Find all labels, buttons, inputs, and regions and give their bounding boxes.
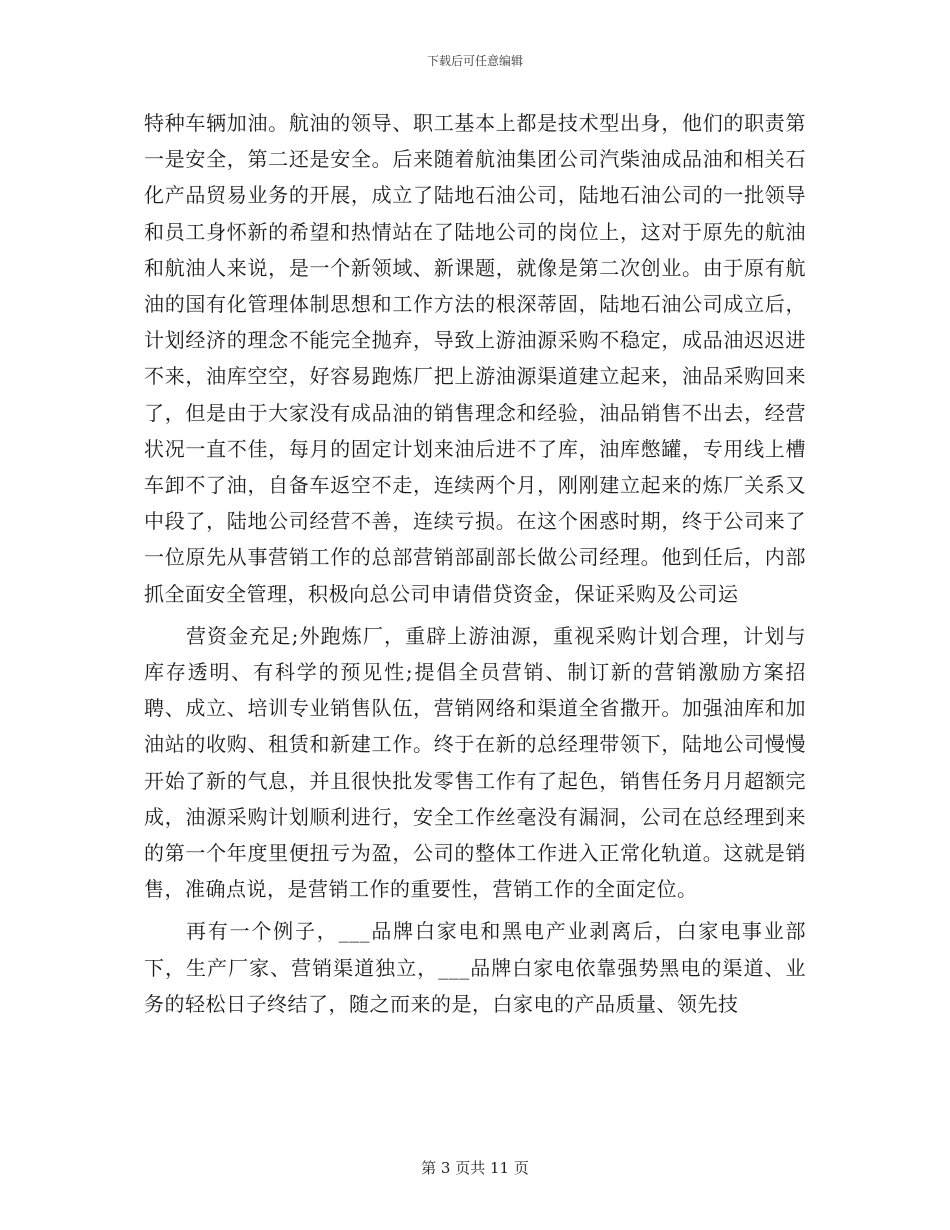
paragraph-1: 特种车辆加油。航油的领导、职工基本上都是技术型出身，他们的职责第一是安全，第二还是安全。后来随着航油集团公司汽柴油成品油和相关石化产品贸易业务的开展，成立了陆地石油公司，陆地石油公司的一批领导和员工身怀新的希望和热情站在了陆地公司的岗位上，这对于原先的航油和航油人来说，是一个新领域、新课题，就像是第二次创业。由于原有航油的国有化管理体制思想和工作方法的根深蒂固，陆地石油公司成立后，计划经济的理念不能完全抛弃，导致上游油源采购不稳定，成品油迟迟进不来，油库空空，好容易跑炼厂把上游油源渠道建立起来，油品采购回来了，但是由于大家没有成品油的销售理念和经验，油品销售不出去，经营状况一直不佳，每月的固定计划来油后进不了库，油库憋罐，专用线上槽车卸不了油，自备车返空不走，连续两个月，刚刚建立起来的炼厂关系又中段了，陆地公司经营不善，连续亏损。在这个困惑时期，终于公司来了一位原先从事营销工作的总部营销部副部长做公司经理。他到任后，内部抓全面安全管理，积极向总公司申请借贷资金，保证采购及公司运 <box>144 111 806 606</box>
paragraph-3: 再有一个例子，___品牌白家电和黑电产业剥离后，白家电事业部下，生产厂家、营销渠道独立，___品牌白家电依靠强势黑电的渠道、业务的轻松日子终结了，随之而来的是，白家电的产品质量、领先技 <box>144 919 806 1016</box>
page-footer: 第 3 页共 11 页 <box>421 1159 529 1177</box>
document-body <box>144 105 806 1022</box>
paragraph-2: 营资金充足;外跑炼厂，重辟上游油源，重视采购计划合理，计划与库存透明、有科学的预见性;提倡全员营销、制订新的营销激励方案招聘、成立、培训专业销售队伍，营销网络和渠道全省撒开。加强油库和加油站的收购、租赁和新建工作。终于在新的总经理带领下，陆地公司慢慢开始了新的气息，并且很快批发零售工作有了起色，销售任务月月超额完成，油源采购计划顺利进行，安全工作丝毫没有漏洞，公司在总经理到来的第一个年度里便扭亏为盈，公司的整体工作进入正常化轨道。这就是销售，准确点说，是营销工作的重要性，营销工作的全面定位。 <box>144 623 806 902</box>
page-header: 下载后可任意编辑 <box>426 54 523 68</box>
